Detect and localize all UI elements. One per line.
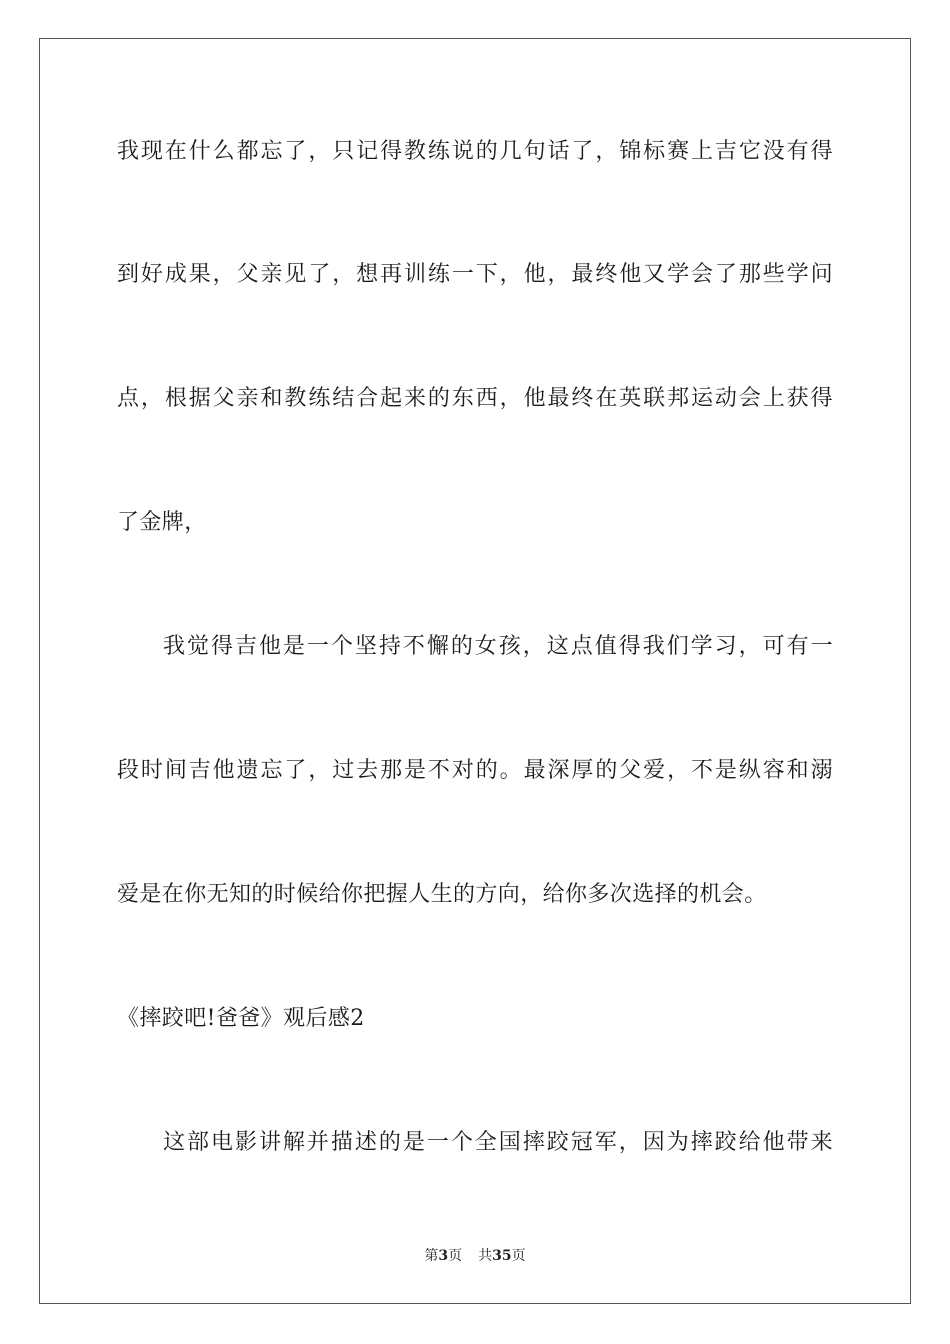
body-line-7: 爱是在你无知的时候给你把握人生的方向，给你多次选择的机会。 (117, 882, 767, 907)
page-border (39, 38, 911, 1304)
footer-total-suffix: 页 (511, 1248, 526, 1264)
body-line-1: 我现在什么都忘了，只记得教练说的几句话了，锦标赛上吉它没有得 (117, 139, 833, 164)
footer-page-number: 3 (438, 1248, 449, 1264)
section-heading: 《摔跤吧!爸爸》观后感2 (117, 1006, 365, 1031)
body-line-2: 到好成果，父亲见了，想再训练一下，他，最终他又学会了那些学问 (117, 262, 833, 287)
page-footer (0, 1247, 950, 1265)
body-line-3: 点，根据父亲和教练结合起来的东西，他最终在英联邦运动会上获得 (117, 386, 833, 411)
footer-page-prefix: 第 (424, 1248, 439, 1264)
footer-total-prefix: 共 (478, 1248, 493, 1264)
footer-page-suffix: 页 (448, 1248, 463, 1264)
body-line-5: 我觉得吉他是一个坚持不懈的女孩，这点值得我们学习，可有一 (163, 634, 833, 659)
body-line-9: 这部电影讲解并描述的是一个全国摔跤冠军，因为摔跤给他带来 (163, 1130, 833, 1155)
footer-total-number: 35 (492, 1248, 512, 1264)
body-line-4: 了金牌， (117, 510, 207, 535)
body-line-6: 段时间吉他遗忘了，过去那是不对的。最深厚的父爱，不是纵容和溺 (117, 758, 833, 783)
